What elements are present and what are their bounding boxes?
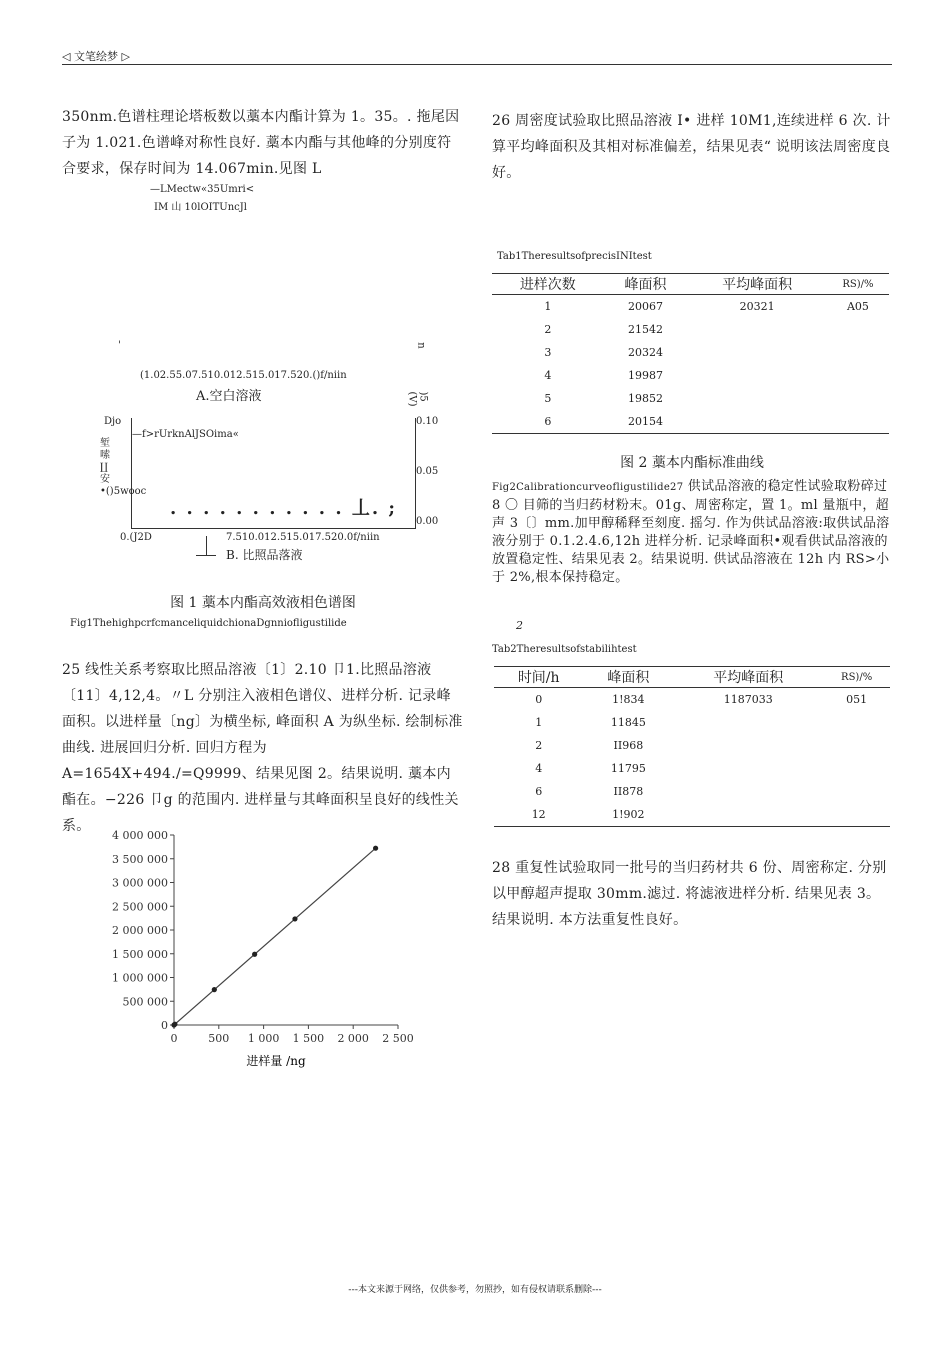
cell: 11845 — [610, 716, 646, 729]
x-tick-label: 2 000 — [337, 1032, 369, 1045]
chrom-b-y-top: Djo — [104, 416, 122, 427]
table-2-number: 2 — [516, 619, 523, 632]
cell: 2 — [544, 323, 552, 336]
cell — [827, 410, 889, 434]
chrom-b-trace: —f>rUrknAlJSOima« — [132, 429, 239, 440]
cell — [673, 757, 823, 780]
table-row — [492, 410, 889, 434]
y-tick-label: 1 500 000 — [112, 947, 168, 961]
page-footer: ---本文来源于网络，仅供参考，勿照抄，如有侵权请联系删除--- — [348, 1285, 602, 1295]
cell — [673, 803, 823, 827]
cell — [687, 364, 827, 387]
header-rule — [62, 64, 892, 65]
chrom-b-y-side: 堑嗦 ∐ 安 •()5wooc — [100, 438, 147, 497]
chrom-b-tick-0-10: 0.10 — [416, 416, 439, 427]
x-tick-label: 2 500 — [382, 1032, 414, 1045]
cell — [823, 711, 890, 734]
cell — [823, 780, 890, 803]
chrom-b-marker — [206, 536, 207, 556]
cell — [827, 318, 889, 341]
chrom-b-tick-0-05: 0.05 — [416, 466, 439, 477]
table-1-col-3: 平均峰面积 — [687, 274, 827, 295]
cell: 20154 — [627, 415, 663, 428]
cell: 20067 — [627, 300, 663, 313]
chrom-a-axis: (1.02.55.07.510.012.515.017.520.()f/niin — [140, 370, 347, 381]
cell: 19987 — [627, 369, 663, 382]
y-tick-label: 500 000 — [122, 995, 168, 1009]
table-row — [492, 341, 889, 364]
table-1-col-2: 峰面积 — [604, 274, 688, 295]
cell: 19852 — [627, 392, 663, 405]
figure-2-caption: 图 2 藁本内酯标准曲线 — [620, 455, 764, 471]
table-1-col-1: 进样次数 — [492, 274, 604, 295]
chart-axes — [174, 835, 398, 1025]
cell: 20321 — [739, 300, 775, 313]
chrom-b-tick-0-00: 0.00 — [416, 516, 439, 527]
table-2-col-2: 峰面积 — [583, 667, 673, 688]
cell — [673, 711, 823, 734]
table-2-col-1: 时间/h — [494, 667, 583, 688]
left-paragraph-1: 350nm.色谱柱理论塔板数以藁本内酯计算为 1。35。. 拖尾因子为 1.021.色谱峰对称性良好. 藁本内酯与其他峰的分别度符合要求，保存时间为 14.067min.见图 L — [62, 109, 460, 177]
cell: 1 — [535, 716, 543, 729]
x-tick-label: 500 — [208, 1032, 230, 1045]
chrom-a-note-2: IM 山 10lOITUncJl — [154, 202, 247, 213]
chrom-b-x-rest: 7.510.012.515.017.520.0f/niin — [226, 532, 380, 543]
chrom-b-marker-base — [196, 555, 216, 556]
cell: 1!834 — [612, 693, 645, 706]
y-tick-label: 0 — [161, 1019, 168, 1032]
y-tick-label: 2 000 000 — [112, 924, 168, 937]
table-row — [494, 688, 890, 712]
table-row — [494, 734, 890, 757]
data-point — [212, 987, 217, 992]
data-point — [252, 952, 257, 957]
cell: 11795 — [610, 762, 646, 775]
data-point — [292, 916, 297, 921]
chrom-a-tick-left: ' — [118, 340, 121, 351]
chart-y-ticks — [112, 829, 174, 1032]
data-point — [172, 1022, 177, 1027]
cell — [687, 318, 827, 341]
cell — [687, 341, 827, 364]
cell: 051 — [846, 693, 868, 706]
cell — [827, 364, 889, 387]
table-row — [494, 757, 890, 780]
table-2-header — [494, 667, 890, 688]
calibration-chart — [90, 820, 430, 1080]
cell: 1!902 — [612, 808, 645, 821]
table-2-col-4: RS)/% — [823, 667, 890, 688]
cell — [673, 780, 823, 803]
cell: 2 — [535, 739, 543, 752]
table-row — [492, 364, 889, 387]
y-tick-label: 1 000 000 — [112, 971, 168, 985]
cell: 4 — [544, 369, 552, 382]
chrom-b-label: B. 比照品落液 — [226, 548, 303, 562]
chrom-b-peaks: . . . . . . . . . . . 丄. ; — [170, 498, 398, 519]
table-1-title: Tab1TheresultsofprecisINItest — [497, 251, 652, 262]
table-row — [492, 295, 889, 319]
right-paragraph-2 — [492, 478, 892, 587]
table-row — [492, 318, 889, 341]
chrom-a-tick-right: n — [415, 342, 427, 349]
x-tick-label: 0 — [170, 1032, 178, 1045]
figure-1-caption: 图 1 藁本内酯高效液相色谱图 — [170, 595, 356, 611]
table-row — [494, 711, 890, 734]
cell: 5 — [544, 392, 552, 405]
chrom-a-label: A.空白溶液 — [196, 389, 262, 404]
y-tick-label: 3 000 000 — [112, 876, 168, 890]
cell: II878 — [613, 785, 644, 798]
right-paragraph-1: 26 周密度试验取比照品溶液 I• 进样 10M1,连续进样 6 次. 计算平均峰面积及其相对标准偏差，结果见表“ 说明该法周密度良好。 — [492, 113, 891, 181]
table-1-col-4: RS)/% — [827, 274, 889, 295]
table-1-header — [492, 274, 889, 295]
left-paragraph-2: 25 线性关系考察取比照品溶液〔1〕2.10 卩1.比照品溶液〔11〕4,12,4。〃L 分别注入液相色谱仪、进样分析. 记录峰面积。以进样量〔ng〕为横坐标, 峰面积 A 为纵坐标. 绘制标准曲线. 进展回归分析. 回归方程为 A=1654X+494./=Q9999、结果见图 2。结果说明. 藁本内酯在。−226 卩g 的范围内. 进样量与其峰面积呈良好的线性关系。 — [62, 662, 463, 834]
cell: 1 — [544, 300, 552, 313]
chrom-b-x-start: 0.(J2D — [120, 532, 152, 543]
cell — [823, 734, 890, 757]
page-header: ◁ 文笔绘梦 ▷ — [62, 50, 130, 63]
cell — [823, 803, 890, 827]
cell — [687, 387, 827, 410]
y-tick-label: 2 500 000 — [112, 900, 168, 914]
right-paragraph-2-text: 供试品溶液的稳定性试验取粉碎过 8 〇 目筛的当归药材粉末。01g、周密称定，置 1。ml 量瓶中，超声 3〔〕mm.加甲醇稀释至刻度. 摇匀. 作为供试品溶液:取供试品溶液分别于 0.1.2.4.6,12h 进样分析. 记录峰面积•观看供试品溶液的放置稳定性、结果见表 2。结果说明. 供试品溶液在 12h 内 RS>小于 2%,根本保持稳定。 — [492, 479, 890, 585]
x-tick-label: 1 500 — [292, 1032, 325, 1045]
cell: 12 — [531, 808, 546, 821]
data-point — [373, 846, 378, 851]
cell — [687, 410, 827, 434]
cell — [827, 387, 889, 410]
table-2-col-3: 平均峰面积 — [673, 667, 823, 688]
table-1 — [492, 273, 889, 434]
cell: 6 — [535, 785, 543, 798]
cell: 4 — [535, 762, 543, 775]
chrom-b-right-unit: )5 (V) — [406, 391, 429, 407]
cell: II968 — [613, 739, 644, 752]
chrom-a-note-1: —LMectw«35Umri< — [150, 184, 255, 195]
figure-1-caption-en: Fig1ThehighpcrfcmanceliquidchionaDgnniofligustilide — [70, 618, 347, 629]
y-tick-label: 3 500 000 — [112, 852, 168, 866]
cell: A05 — [846, 300, 869, 313]
cell — [827, 341, 889, 364]
cell: 0 — [535, 693, 543, 706]
cell: 21542 — [627, 323, 663, 336]
regression-line — [174, 848, 376, 1025]
cell — [673, 734, 823, 757]
cell — [823, 757, 890, 780]
cell: 3 — [544, 346, 552, 359]
cell: 6 — [544, 415, 552, 428]
chart-x-label: 进样量 /ng — [246, 1054, 306, 1068]
y-tick-label: 4 000 000 — [112, 829, 168, 842]
cell: 1187033 — [723, 693, 773, 706]
table-row — [492, 387, 889, 410]
x-tick-label: 1 000 — [247, 1032, 280, 1045]
cell: 20324 — [627, 346, 663, 359]
table-row — [494, 780, 890, 803]
right-paragraph-3: 28 重复性试验取同一批号的当归药材共 6 份、周密称定. 分别以甲醇超声提取 30mm.滤过. 将滤液进样分析. 结果见表 3。结果说明. 本方法重复性良好。 — [492, 860, 887, 928]
chart-x-ticks — [171, 1025, 414, 1045]
figure-2-caption-en: Fig2Calibrationcurveofligustilide27 — [492, 482, 684, 493]
table-row — [494, 803, 890, 827]
table-2 — [494, 666, 890, 827]
table-2-title: Tab2Theresultsofstabilihtest — [492, 644, 637, 655]
